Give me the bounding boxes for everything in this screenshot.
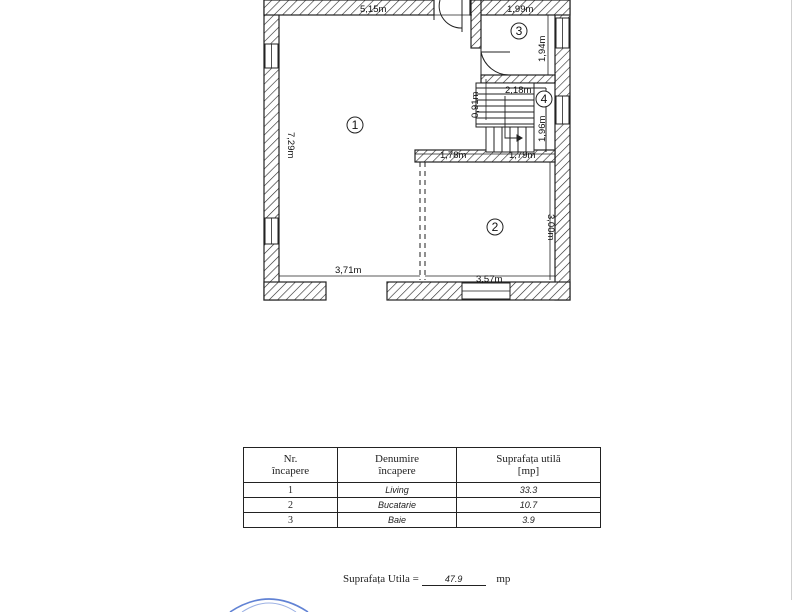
total-area-label: Suprafața Utila = <box>343 573 419 585</box>
wall-bath-divider <box>471 0 481 48</box>
wall-bath-bottom <box>481 75 555 83</box>
svg-text:4: 4 <box>540 92 548 106</box>
room-area-table <box>243 447 601 528</box>
svg-text:1: 1 <box>351 118 359 132</box>
door-bath <box>481 48 510 75</box>
cell-area: 3.9 <box>457 513 601 528</box>
dim-inner-right: 1,79m <box>509 150 536 161</box>
stamp-seal <box>226 592 312 612</box>
dim-inner-left: 1,78m <box>440 150 467 161</box>
dashed-partitions <box>420 162 425 280</box>
header-room-area: Suprafața utilă [mp] <box>457 448 601 483</box>
dim-stair-height: 1,96m <box>537 115 548 142</box>
table-row <box>244 513 601 528</box>
cell-area: 10.7 <box>457 498 601 513</box>
wall-top-left <box>264 0 434 15</box>
svg-text:2: 2 <box>491 220 499 234</box>
total-area-unit: mp <box>496 573 511 585</box>
cell-name: Bucatarie <box>338 498 457 513</box>
dim-kitchen-height: 3,00m <box>545 214 556 241</box>
dim-bottom-left: 3,71m <box>335 265 362 276</box>
dim-bottom-right: 3,57m <box>476 274 503 285</box>
wall-bottom-left <box>264 282 326 300</box>
door-entrance <box>434 0 462 32</box>
dim-left-height: 7,29m <box>285 132 296 159</box>
dim-stair-offset: 0,91m <box>470 91 481 118</box>
table-row <box>244 483 601 498</box>
header-room-name: Denumire încapere <box>338 448 457 483</box>
room-marker-1 <box>347 117 363 133</box>
cell-name: Baie <box>338 513 457 528</box>
cell-nr: 2 <box>244 498 338 513</box>
room-marker-3 <box>511 23 527 39</box>
dim-bath-width: 1,99m <box>507 4 534 15</box>
total-area-value: 47.9 <box>422 574 486 586</box>
svg-text:3: 3 <box>515 24 523 38</box>
room-marker-4 <box>536 91 552 107</box>
cell-nr: 1 <box>244 483 338 498</box>
table-row <box>244 498 601 513</box>
cell-area: 33.3 <box>457 483 601 498</box>
dim-stair-width: 2,18m <box>505 85 532 96</box>
cell-nr: 3 <box>244 513 338 528</box>
total-area-line <box>343 573 510 586</box>
dim-top-width: 5,15m <box>360 4 387 15</box>
room-marker-2 <box>487 219 503 235</box>
cell-name: Living <box>338 483 457 498</box>
header-room-number: Nr. încapere <box>244 448 338 483</box>
dim-bath-height: 1,94m <box>537 35 548 62</box>
